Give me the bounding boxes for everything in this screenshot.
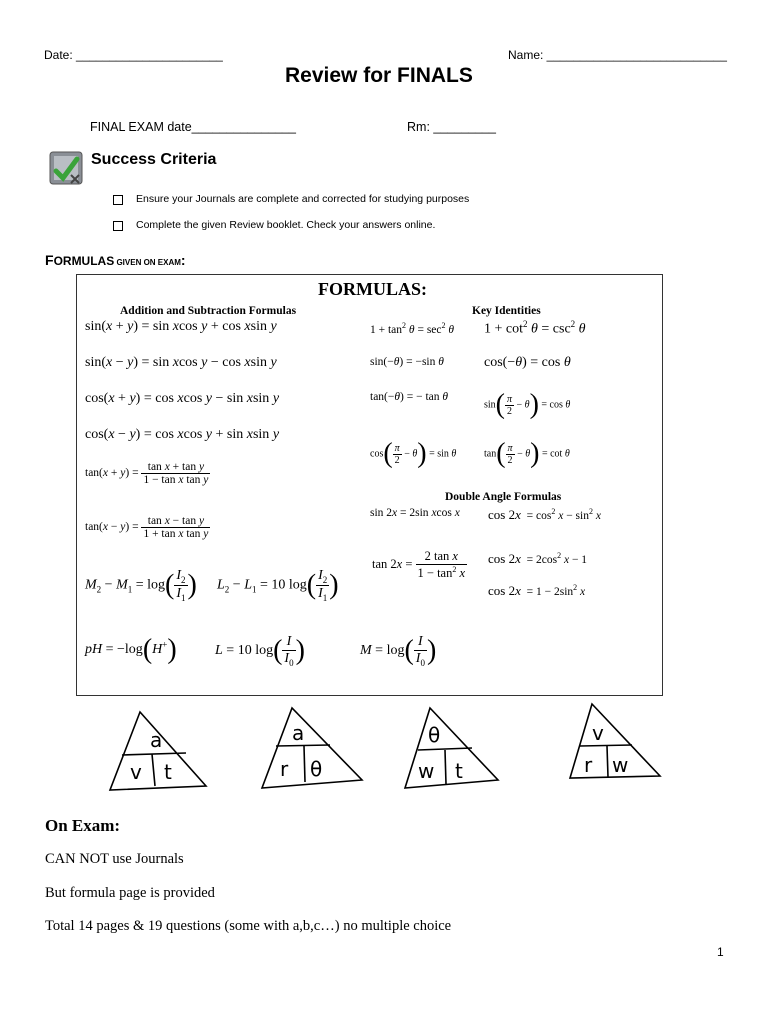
- formula-tan-cofunction: tan( $\frac{\pi}{2}$ − θ) = cot θ: [484, 438, 570, 469]
- triangle-1-top: a: [150, 728, 163, 752]
- formula-sin-neg: sin(−θ) = −sin θ: [370, 356, 444, 368]
- formulas-given-colon: :: [180, 252, 186, 268]
- triangle-4-left: r: [584, 753, 593, 777]
- formula-pythag-cot: $1 + \cot^2 \theta = \csc^2 \theta$: [484, 319, 586, 337]
- formula-magnitude: M = log( $\frac{I}{I_0}$ ): [360, 634, 437, 668]
- triangle-3-right: t: [455, 759, 463, 783]
- formula-cos-double-3: $\cos 2x = 1 - 2\sin^2$ x: [488, 583, 586, 598]
- formulas-given-small: GIVEN ON EXAM: [114, 258, 181, 267]
- formula-ph: pH = −log(H+): [85, 634, 177, 665]
- date-field: Date: ______________________: [44, 48, 223, 62]
- formula-tan-diff: tan(x − y) = $\frac{\text{tan x − tan y}}{\text{1 + tan x tan y}}$: [85, 515, 209, 540]
- formula-loudness-diff: $L_2 - L_1 = 10$ log( $\frac{I_2}{I_1}$ ): [217, 568, 339, 603]
- triangle-2-right: θ: [310, 757, 323, 781]
- room-field: Rm: _________: [407, 120, 496, 134]
- on-exam-line-journals: CAN NOT use Journals: [45, 851, 184, 867]
- checkbox-review-booklet[interactable]: [113, 221, 123, 231]
- formula-cos-cofunction: cos( $\frac{\pi}{2}$ − θ) = sin θ: [370, 438, 457, 469]
- triangle-linear: [570, 704, 660, 778]
- formula-tan-double: tan 2x = $\frac{\text{2 tan x}}{1 - \tan^2 x}$: [372, 549, 466, 581]
- triangle-omega: [405, 708, 498, 788]
- formula-cos-double-2: $\cos 2x = 2\cos^2$ x − 1: [488, 551, 588, 566]
- triangle-angular: [262, 708, 362, 788]
- formula-tan-neg: tan(−θ) = − tan θ: [370, 391, 449, 403]
- formula-sin-diff: sin(x − y) = sin xcos y − cos xsin y: [85, 355, 277, 370]
- triangle-2-top: a: [292, 721, 305, 745]
- triangle-4-top: v: [592, 721, 604, 745]
- formulas-given-heading: [45, 252, 186, 268]
- name-field: Name: ___________________________: [508, 48, 727, 62]
- on-exam-line-pages: Total 14 pages & 19 questions (some with a,b,c…) no multiple choice: [45, 918, 452, 934]
- formula-magnitude-diff: $M_2 - M_1 = \log$( $\frac{I_2}{I_1}$ ): [85, 568, 197, 603]
- triangle-4-right: w: [612, 753, 629, 777]
- formula-sin-double: sin 2x = 2sin xcos x: [370, 507, 460, 519]
- triangle-3-left: w: [418, 759, 435, 783]
- on-exam-heading: On Exam:: [45, 816, 121, 835]
- formula-cos-double-1: $\cos 2x = \cos^2 x - \sin^2 x$: [488, 507, 601, 522]
- formulas-given-rest: ORMULAS: [53, 254, 115, 268]
- formula-cos-diff: cos(x − y) = cos xcos y + sin xsin y: [85, 427, 280, 442]
- triangle-2-left: r: [280, 757, 289, 781]
- addsub-heading: Addition and Subtraction Formulas: [120, 305, 297, 317]
- formula-triangles: [100, 698, 740, 798]
- formula-sheet-title: FORMULAS:: [318, 279, 427, 299]
- formula-cos-neg: cos(−θ) = cos θ: [484, 355, 571, 370]
- on-exam-line-formula-page: But formula page is provided: [45, 885, 215, 901]
- success-criteria-title: Success Criteria: [91, 151, 217, 168]
- page-number: 1: [717, 945, 724, 959]
- formula-cos-sum: cos(x + y) = cos xcos y − sin xsin y: [85, 391, 280, 406]
- formulas-given-big: F: [45, 252, 54, 268]
- triangle-1-right: t: [164, 760, 172, 784]
- formula-sin-sum: sin(x + y) = sin xcos y + cos xsin y: [85, 319, 277, 334]
- key-identities-heading: Key Identities: [472, 305, 541, 317]
- triangle-1-left: v: [130, 760, 142, 784]
- formula-tan-sum: tan(x + y) = $\frac{\text{tan x + tan y}}{\text{1 − tan x tan y}}$: [85, 461, 209, 486]
- checkbox-journals[interactable]: [113, 195, 123, 205]
- formula-loudness: L = 10 log( $\frac{I}{I_0}$ ): [215, 634, 305, 668]
- criteria-item-review-booklet: Complete the given Review booklet. Check your answers online.: [136, 219, 436, 231]
- triangle-3-top: θ: [428, 723, 441, 747]
- formula-pythag-tan: $1 + \tan^2 \theta = \sec^2 \theta$: [370, 321, 455, 336]
- exam-date-field: FINAL EXAM date_______________: [90, 120, 296, 134]
- double-angle-heading: Double Angle Formulas: [445, 491, 562, 503]
- criteria-item-journals: Ensure your Journals are complete and corrected for studying purposes: [136, 193, 470, 205]
- success-criteria-icon: [49, 151, 83, 185]
- triangle-velocity: [110, 712, 206, 790]
- page-title: Review for FINALS: [285, 64, 473, 87]
- formula-sin-cofunction: sin( $\frac{\pi}{2}$ − θ) = cos θ: [484, 389, 571, 420]
